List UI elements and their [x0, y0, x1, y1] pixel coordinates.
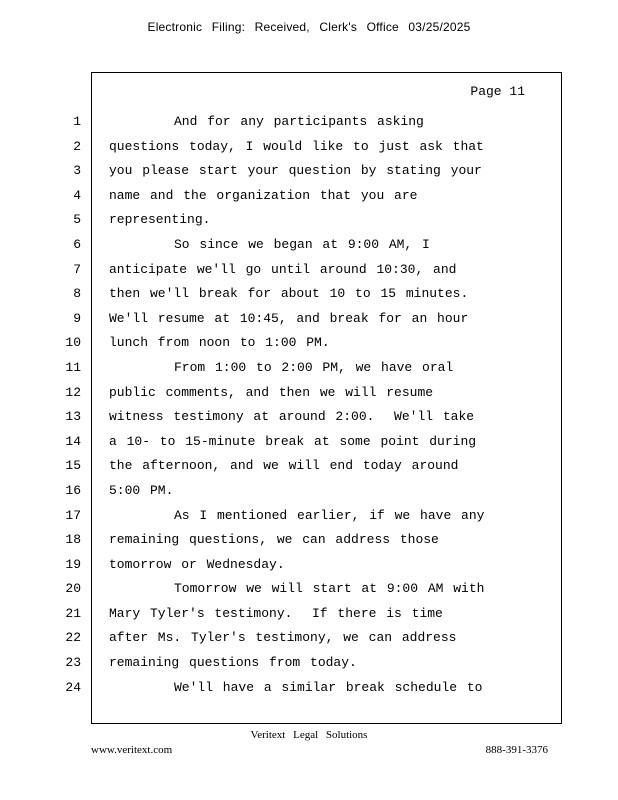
line-number: 11	[65, 359, 81, 375]
line-text: And for any participants asking	[174, 114, 424, 129]
transcript-line	[0, 504, 618, 529]
line-number: 8	[73, 286, 81, 302]
line-text: remaining questions from today.	[109, 655, 357, 671]
transcript-line	[0, 331, 618, 356]
footer-phone: 888-391-3376	[485, 744, 548, 756]
page-number: Page 11	[470, 84, 525, 99]
footer-website: www.veritext.com	[91, 744, 173, 756]
line-number: 23	[65, 655, 81, 671]
line-number: 20	[65, 581, 81, 597]
line-number: 21	[65, 605, 81, 621]
transcript-line	[0, 454, 618, 479]
line-text: witness testimony at around 2:00. We'll take	[109, 409, 475, 425]
line-number: 3	[73, 163, 81, 179]
transcript-line	[0, 233, 618, 258]
line-number: 17	[65, 507, 81, 523]
line-text: you please start your question by stating your	[109, 163, 482, 179]
line-text: questions today, I would like to just ask that	[109, 138, 484, 154]
transcript-line	[0, 184, 618, 209]
transcript-line	[0, 258, 618, 283]
line-number: 12	[65, 384, 81, 400]
line-number: 4	[73, 187, 81, 203]
line-number: 14	[65, 433, 81, 449]
transcript-line	[0, 430, 618, 455]
transcript-line	[0, 577, 618, 602]
line-text: We'll resume at 10:45, and break for an hour	[109, 310, 469, 326]
line-text: So since we began at 9:00 AM, I	[174, 236, 430, 252]
line-number: 19	[65, 556, 81, 572]
line-text: after Ms. Tyler's testimony, we can address	[109, 630, 457, 646]
line-number: 2	[73, 138, 81, 154]
transcript-line	[0, 381, 618, 406]
line-number: 22	[65, 630, 81, 646]
line-number: 10	[65, 335, 81, 351]
transcript-line	[0, 528, 618, 553]
line-number: 9	[73, 310, 81, 326]
transcript-line	[0, 405, 618, 430]
line-number: 18	[65, 532, 81, 548]
line-text: representing.	[109, 212, 211, 228]
transcript-line	[0, 676, 618, 701]
transcript-line	[0, 602, 618, 627]
transcript-line	[0, 626, 618, 651]
line-text: remaining questions, we can address those	[109, 532, 439, 548]
transcript-line	[0, 282, 618, 307]
line-text: Mary Tyler's testimony. If there is time	[109, 605, 443, 621]
line-text: public comments, and then we will resume	[109, 384, 434, 400]
transcript-line	[0, 110, 618, 135]
line-text: Tomorrow we will start at 9:00 AM with	[174, 581, 485, 597]
line-number: 24	[65, 679, 81, 695]
line-number: 7	[73, 261, 81, 277]
transcript-line	[0, 208, 618, 233]
line-text: lunch from noon to 1:00 PM.	[109, 335, 330, 351]
line-text: anticipate we'll go until around 10:30, and	[109, 261, 457, 277]
line-text: As I mentioned earlier, if we have any	[174, 507, 485, 523]
line-text: 5:00 PM.	[109, 482, 174, 498]
line-text: then we'll break for about 10 to 15 minutes.	[109, 286, 469, 302]
line-number: 6	[73, 236, 81, 252]
line-number: 13	[65, 409, 81, 425]
footer-company: Veritext Legal Solutions	[250, 729, 368, 741]
line-number: 16	[65, 482, 81, 498]
transcript-line	[0, 135, 618, 160]
transcript-line	[0, 307, 618, 332]
transcript-line	[0, 479, 618, 504]
line-text: a 10- to 15-minute break at some point during	[109, 433, 477, 449]
line-text: the afternoon, and we will end today around	[109, 458, 459, 474]
line-text: We'll have a similar break schedule to	[174, 679, 483, 695]
line-number: 15	[65, 458, 81, 474]
line-text: From 1:00 to 2:00 PM, we have oral	[174, 359, 454, 375]
transcript-line	[0, 651, 618, 676]
transcript-line	[0, 159, 618, 184]
line-text: tomorrow or Wednesday.	[109, 556, 285, 572]
line-number: 1	[73, 114, 81, 129]
filing-stamp-header: Electronic Filing: Received, Clerk's Office 03/25/2025	[147, 20, 471, 34]
transcript-line	[0, 553, 618, 578]
transcript-lines	[0, 110, 618, 700]
transcript-line	[0, 356, 618, 381]
line-text: name and the organization that you are	[109, 187, 418, 203]
line-number: 5	[73, 212, 81, 228]
